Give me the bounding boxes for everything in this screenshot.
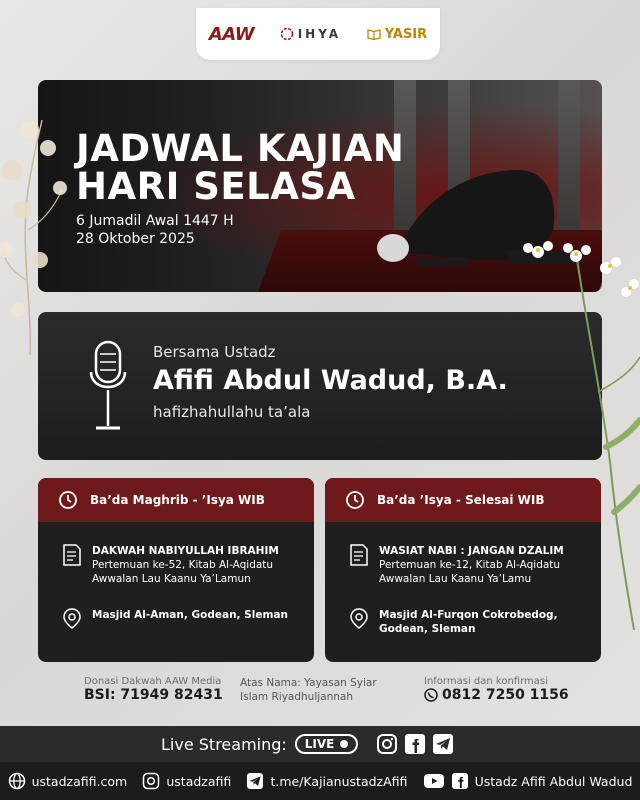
session-topic-row (38, 544, 314, 586)
session-venue-row (38, 608, 314, 630)
website-link[interactable]: ustadzafifi.com (31, 773, 128, 789)
document-icon (349, 544, 369, 566)
session-time: Ba’da Maghrib - ’Isya WIB (90, 493, 265, 507)
clock-icon (345, 490, 365, 510)
instagram-handle[interactable]: ustadzafifi (166, 773, 232, 789)
donation-account: BSI: 71949 82431 (84, 687, 223, 703)
account-holder-info (240, 676, 377, 704)
whatsapp-icon (424, 688, 438, 702)
account-holder-line: Atas Nama: Yayasan Syiar (240, 677, 377, 689)
live-streaming-bar (0, 726, 640, 762)
session-time: Ba’da ’Isya - Selesai WIB (377, 493, 545, 507)
speaker-prefix: Bersama Ustadz (153, 343, 276, 361)
youtube-facebook-name[interactable]: Ustadz Afifi Abdul Wadud (474, 773, 633, 789)
ihya-logo-text: IHYA (297, 27, 342, 41)
footer-telegram[interactable] (246, 772, 407, 790)
location-pin-icon (349, 608, 369, 630)
aaw-logo (209, 24, 254, 45)
contact-phone[interactable]: 0812 7250 1156 (442, 687, 569, 703)
footer-website[interactable] (8, 772, 128, 790)
instagram-icon[interactable] (376, 733, 398, 755)
youtube-icon (423, 772, 445, 790)
session-topic: DAKWAH NABIYULLAH IBRAHIM (92, 545, 279, 557)
ihya-logo (280, 27, 341, 41)
session-card-maghrib (38, 478, 314, 662)
live-badge (295, 734, 359, 754)
live-badge-text: LIVE (304, 737, 335, 751)
dried-flower-decoration (0, 110, 80, 360)
streaming-label: Live Streaming: (161, 734, 287, 754)
title-line: JADWAL KAJIAN (76, 127, 405, 170)
yasir-logo-text: YASIR (384, 26, 428, 42)
live-dot (340, 740, 348, 748)
contact-info (424, 676, 569, 703)
facebook-icon (451, 772, 469, 790)
donation-info (84, 676, 223, 703)
session-note: Awwalan Lau Kaanu Ya’Lamu (379, 573, 532, 585)
session-venue: Masjid Al-Aman, Godean, Sleman (92, 609, 288, 621)
event-date (76, 212, 234, 248)
telegram-icon (246, 772, 264, 790)
donation-label: Donasi Dakwah AAW Media (84, 676, 222, 687)
session-header (38, 478, 314, 522)
session-topic: WASIAT NABI : JANGAN DZALIM (379, 545, 564, 557)
session-note: Pertemuan ke-12, Kitab Al-Aqidatu (379, 559, 561, 571)
telegram-icon[interactable] (432, 733, 454, 755)
title-line: HARI SELASA (76, 165, 356, 208)
globe-icon (8, 772, 26, 790)
session-venue: Godean, Sleman (379, 623, 476, 635)
telegram-link[interactable]: t.me/KajianustadzAfifi (270, 773, 408, 789)
yasir-logo (367, 27, 427, 42)
speaker-honorific: hafizhahullahu ta’ala (153, 403, 311, 421)
aaw-logo-text: AAW (208, 23, 255, 45)
facebook-icon[interactable] (404, 733, 426, 755)
page-title (76, 127, 405, 208)
clock-icon (58, 490, 78, 510)
white-flower-decoration (506, 232, 640, 632)
footer-youtube-facebook[interactable] (423, 772, 633, 790)
location-pin-icon (62, 608, 82, 630)
hijri-date: 6 Jumadil Awal 1447 H (76, 213, 234, 229)
ihya-emblem-icon (280, 27, 294, 41)
microphone-icon (88, 340, 128, 436)
contact-phone-row (424, 687, 569, 703)
book-icon (367, 28, 381, 40)
session-note: Awwalan Lau Kaanu Ya’Lamun (92, 573, 251, 585)
account-holder-line: Islam Riyadhuljannah (240, 691, 353, 703)
footer-instagram[interactable] (142, 772, 231, 790)
session-venue: Masjid Al-Furqon Cokrobedog, (379, 609, 558, 621)
instagram-icon (142, 772, 160, 790)
document-icon (62, 544, 82, 566)
session-note: Pertemuan ke-52, Kitab Al-Aqidatu (92, 559, 274, 571)
gregorian-date: 28 Oktober 2025 (76, 231, 195, 247)
footer (0, 762, 640, 800)
logo-bar (196, 8, 440, 60)
contact-label: Informasi dan konfirmasi (424, 676, 548, 687)
speaker-name: Afifi Abdul Wadud, B.A. (153, 365, 508, 396)
